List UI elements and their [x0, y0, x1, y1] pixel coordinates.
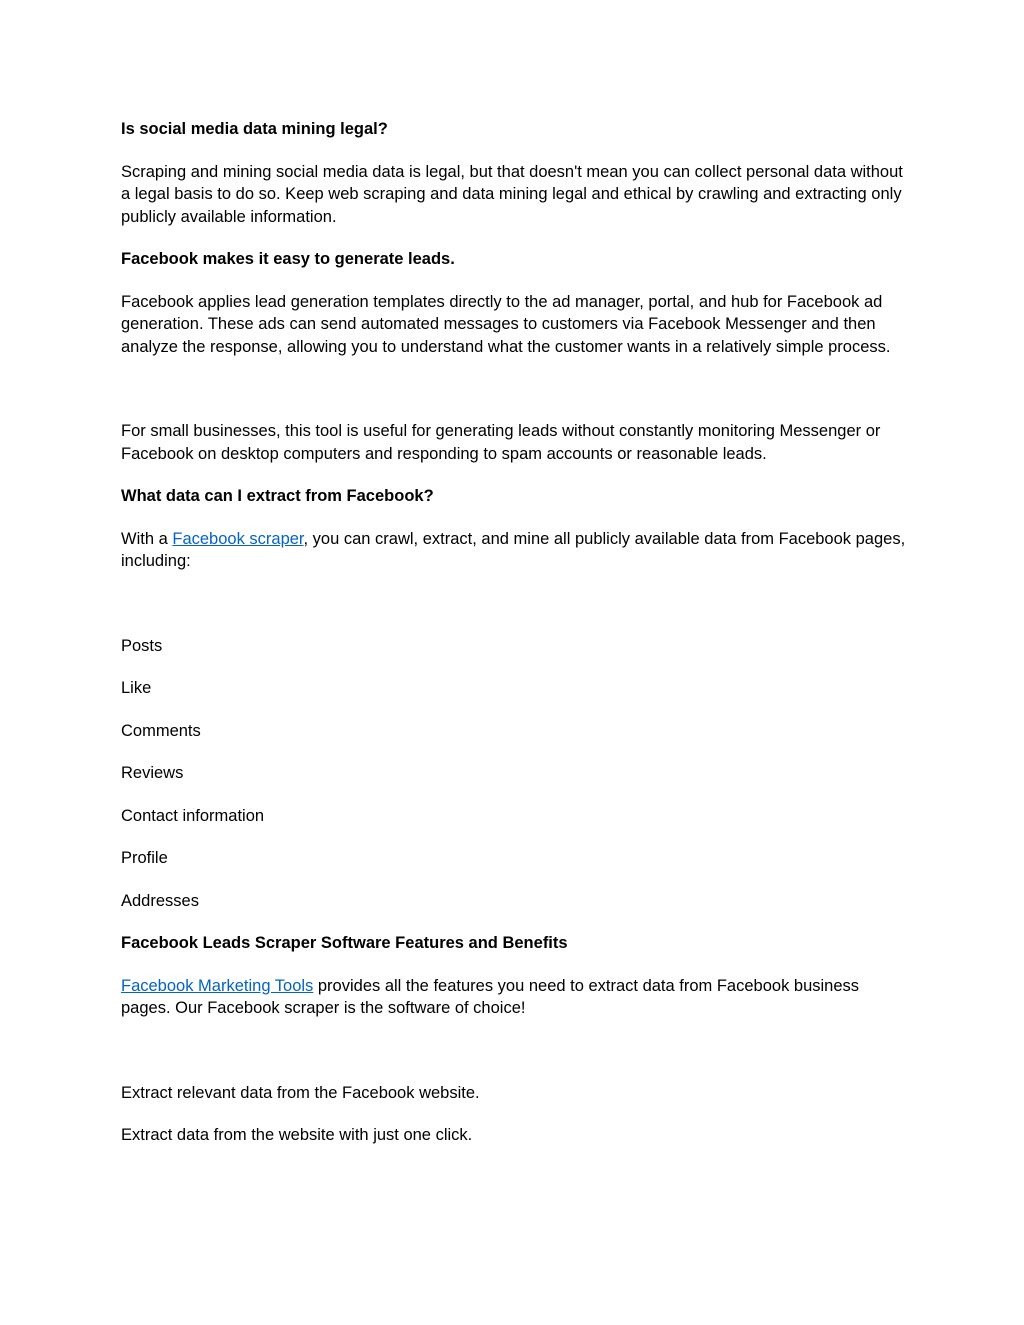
data-item-comments: Comments — [121, 721, 201, 740]
heading-leads: Facebook makes it easy to generate leads. — [121, 250, 455, 268]
heading-extract: What data can I extract from Facebook? — [121, 487, 434, 505]
extract-suffix-text: , you can crawl, extract, and mine all publicly available data from Facebook pages, including: — [121, 529, 906, 570]
feature-line-1: Extract relevant data from the Facebook website. — [121, 1083, 480, 1102]
facebook-marketing-tools-link[interactable]: Facebook Marketing Tools — [121, 976, 314, 995]
paragraph-features — [121, 975, 911, 1020]
data-item-reviews: Reviews — [121, 764, 184, 782]
paragraph-leads: Facebook applies lead generation templates directly to the ad manager, portal, and hub for Facebook ad generation. These ads can send automated messages to customers via Facebook Messenger and then analyze the response, allowing you to understand what the customer wants in a relatively simple process. — [121, 292, 891, 356]
blank-line — [121, 593, 911, 635]
heading-features: Facebook Leads Scraper Software Features and Benefits — [121, 934, 568, 952]
data-item-contact-information: Contact information — [121, 806, 265, 825]
features-suffix-text: provides all the features you need to extract data from Facebook business pages. Our Facebook scraper is the software of choice! — [121, 976, 860, 1017]
blank-line — [121, 1040, 911, 1082]
facebook-scraper-link[interactable]: Facebook scraper — [172, 529, 304, 548]
blank-line — [121, 378, 911, 420]
data-item-like: Like — [121, 679, 152, 697]
data-item-addresses: Addresses — [121, 891, 199, 910]
feature-line-2: Extract data from the website with just one click. — [121, 1126, 473, 1144]
paragraph-legal: Scraping and mining social media data is legal, but that doesn't mean you can collect personal data without a legal basis to do so. Keep web scraping and data mining legal and ethical by crawling and extracting only publicly available information. — [121, 162, 903, 226]
heading-legal: Is social media data mining legal? — [121, 120, 388, 138]
paragraph-extract — [121, 528, 911, 573]
extract-prefix-text: With a — [121, 529, 173, 548]
paragraph-small-business: For small businesses, this tool is useful for generating leads without constantly monitoring Messenger or Facebook on desktop computers and responding to spam accounts or reasonable leads. — [121, 422, 881, 463]
data-item-posts: Posts — [121, 636, 163, 655]
document-page — [121, 118, 911, 1167]
data-item-profile: Profile — [121, 849, 168, 867]
